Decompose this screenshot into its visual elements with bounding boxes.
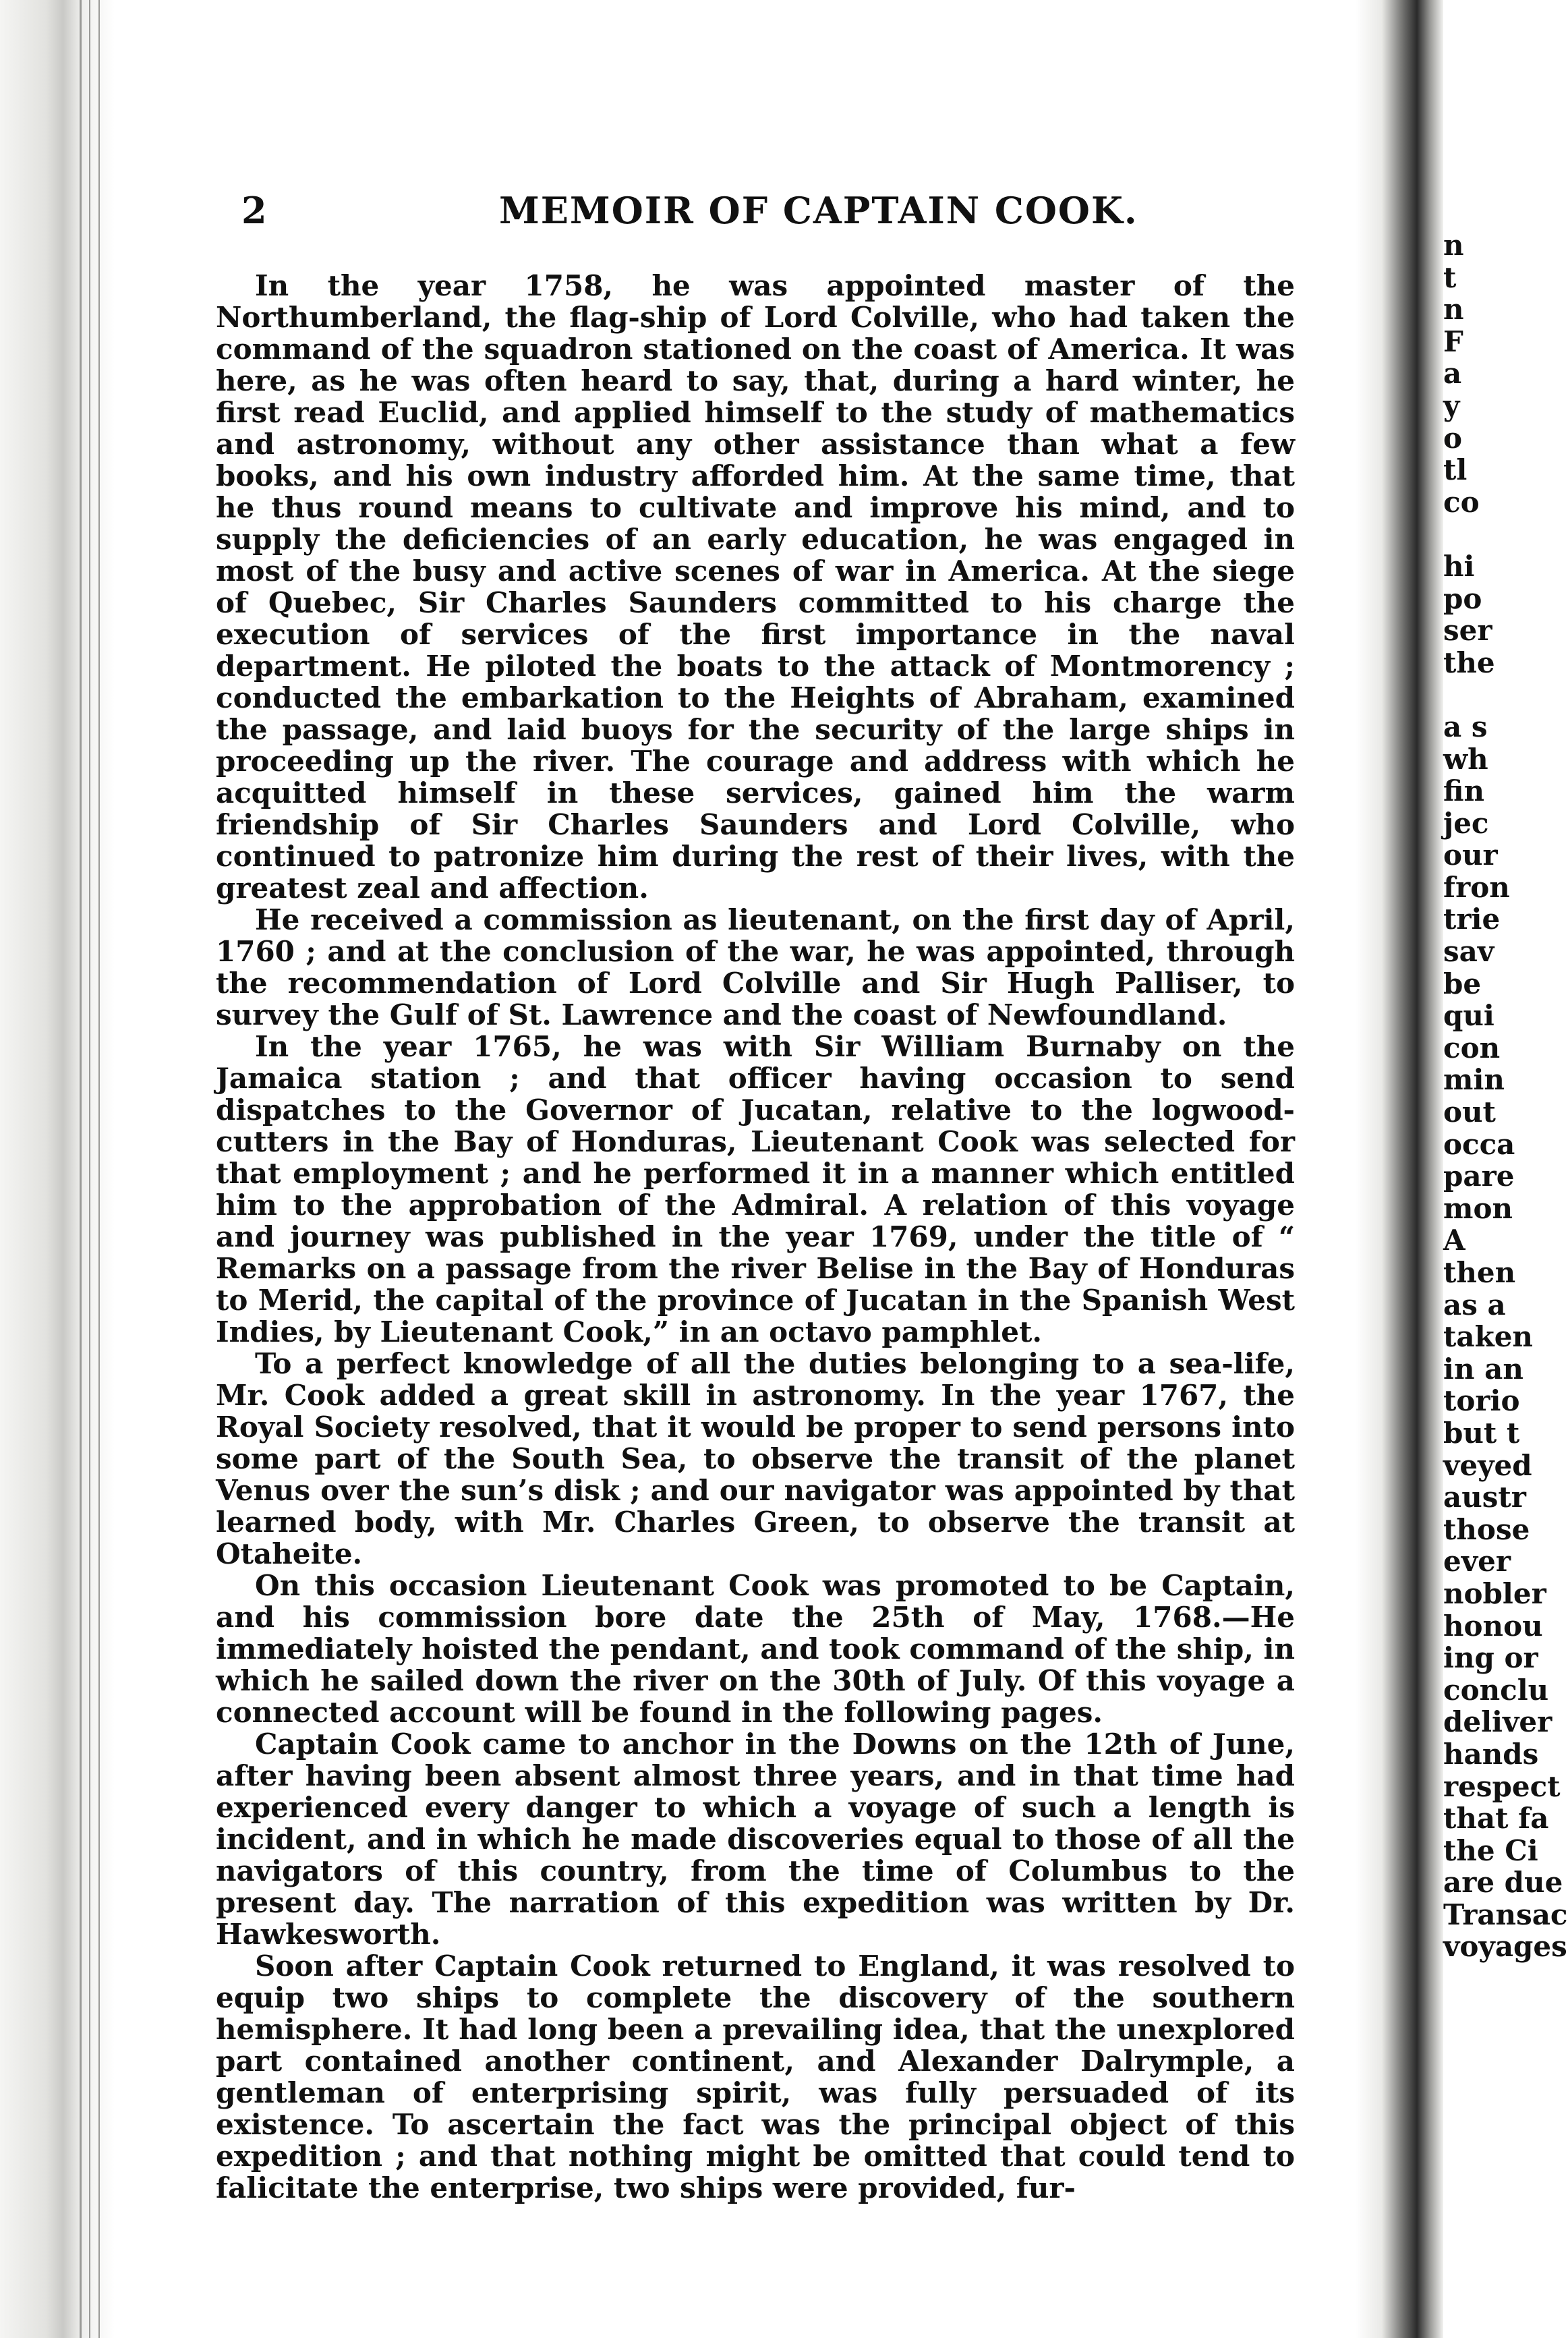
facing-page-line: Transac bbox=[1443, 1898, 1568, 1931]
facing-page-line: as a bbox=[1443, 1288, 1506, 1321]
facing-page-line: hi bbox=[1443, 549, 1475, 583]
page-number: 2 bbox=[241, 189, 267, 232]
facing-page-line: austr bbox=[1443, 1481, 1526, 1514]
facing-page-line: the bbox=[1443, 646, 1495, 679]
facing-page-line: deliver bbox=[1443, 1705, 1552, 1739]
facing-page-line: respect bbox=[1443, 1769, 1561, 1803]
left-page-gutter bbox=[0, 0, 115, 2338]
facing-page-line: a bbox=[1443, 357, 1462, 391]
paragraph: Captain Cook came to anchor in the Downs on the 12th of June, after having been absent almost three years, and in that time had experienced every danger to which a voyage of such a length is incident, and in which he made discoveries equal to those of all the navigators of this country, from the time of Columbus to the present day. The narration of this expedition was written by Dr. Hawkesworth. bbox=[216, 1728, 1295, 1951]
facing-page-line: occa bbox=[1443, 1127, 1515, 1161]
running-head bbox=[216, 189, 1295, 243]
facing-page-line: that fa bbox=[1443, 1802, 1549, 1835]
facing-page-line: sav bbox=[1443, 935, 1494, 969]
facing-page-line: min bbox=[1443, 1063, 1505, 1097]
facing-page-line: trie bbox=[1443, 903, 1501, 936]
facing-page-line: taken bbox=[1443, 1320, 1533, 1354]
book-page bbox=[216, 189, 1295, 2204]
facing-page-line: n bbox=[1443, 229, 1464, 262]
facing-page-line: are due bbox=[1443, 1866, 1563, 1900]
facing-page-line: in an bbox=[1443, 1352, 1523, 1386]
facing-page-line: qui bbox=[1443, 999, 1494, 1033]
facing-page-line: ing or bbox=[1443, 1641, 1538, 1675]
facing-page-line: ser bbox=[1443, 614, 1492, 648]
gutter-line bbox=[98, 0, 100, 2338]
facing-page-line: n bbox=[1443, 293, 1464, 326]
facing-page-line: wh bbox=[1443, 742, 1488, 776]
facing-page-line: con bbox=[1443, 1031, 1501, 1064]
facing-page-line: co bbox=[1443, 485, 1480, 519]
facing-page-line: y bbox=[1443, 389, 1460, 422]
facing-page-line: A bbox=[1443, 1224, 1465, 1257]
gutter-line bbox=[89, 0, 90, 2338]
facing-page-line: our bbox=[1443, 838, 1498, 872]
facing-page-line: be bbox=[1443, 967, 1482, 1000]
page-title: MEMOIR OF CAPTAIN COOK. bbox=[499, 189, 1138, 232]
facing-page-line: but t bbox=[1443, 1416, 1520, 1450]
facing-page-line: out bbox=[1443, 1095, 1496, 1129]
facing-page-line bbox=[1443, 679, 1546, 711]
facing-page-line: the Ci bbox=[1443, 1833, 1538, 1867]
paragraph: On this occasion Lieutenant Cook was promoted to be Captain, and his commission bore date the 25th of May, 1768.—He immediately hoisted the pendant, and took command of the ship, in which he sailed down the river on the 30th of July. Of this voyage a connected account will be found in the following pages. bbox=[216, 1569, 1295, 1729]
facing-page-line: then bbox=[1443, 1256, 1516, 1289]
facing-page-line: F bbox=[1443, 324, 1463, 358]
facing-page-line: jec bbox=[1443, 806, 1489, 840]
facing-page-line: t bbox=[1443, 260, 1457, 294]
paragraph: In the year 1765, he was with Sir William Burnaby on the Jamaica station ; and that officer having occasion to send dispatches to the Governor of Jucatan, relative to the logwood-cutters in the Bay of Honduras, Lieutenant Cook was selected for that employment ; and he performed it in a manner which entitled him to the approbation of the Admiral. A relation of this voyage and journey was published in the year 1769, under the title of “ Remarks on a passage from the river Belise in the Bay of Honduras to Merid, the capital of the province of Jucatan in the Spanish West Indies, by Lieutenant Cook,” in an octavo pamphlet. bbox=[216, 1030, 1295, 1348]
facing-page-line: a s bbox=[1443, 710, 1488, 743]
facing-page-line: ever bbox=[1443, 1545, 1511, 1578]
facing-page-line: mon bbox=[1443, 1191, 1513, 1225]
paragraph: Soon after Captain Cook returned to England, it was resolved to equip two ships to complete the discovery of the southern hemisphere. It had long been a prevailing idea, that the unexplored part contained another continent, and Alexander Dalrymple, a gentleman of enterprising spirit, was fully persuaded of its existence. To ascertain the fact was the principal object of this expedition ; and that nothing might be omitted that could tend to falicitate the enterprise, two ships were provided, fur- bbox=[216, 1949, 1295, 2204]
facing-page-line: fron bbox=[1443, 870, 1510, 904]
paragraph: He received a commission as lieutenant, on the first day of April, 1760 ; and at the conclusion of the war, he was appointed, through the recommendation of Lord Colville and Sir Hugh Palliser, to survey the Gulf of St. Lawrence and the coast of Newfoundland. bbox=[216, 903, 1295, 1031]
facing-page-line: torio bbox=[1443, 1384, 1520, 1418]
facing-page-line: hands bbox=[1443, 1737, 1539, 1771]
facing-page-line: po bbox=[1443, 581, 1482, 615]
facing-page-line: those bbox=[1443, 1512, 1530, 1546]
paragraph: In the year 1758, he was appointed master of the Northumberland, the flag-ship of Lord Colville, who had taken the command of the squadron stationed on the coast of America. It was here, as he was often heard to say, that, during a hard winter, he first read Euclid, and applied himself to the study of mathematics and astronomy, without any other assistance than what a few books, and his own industry afforded him. At the same time, that he thus round means to cultivate and improve his mind, and to supply the deficiencies of an early education, he was engaged in most of the busy and active scenes of war in America. At the siege of Quebec, Sir Charles Saunders committed to his charge the execution of services of the first importance in the naval department. He piloted the boats to the attack of Montmorency ; conducted the embarkation to the Heights of Abraham, examined the passage, and laid buoys for the security of the large ships in proceeding up the river. The courage and address with which he acquitted himself in these services, gained him the warm friendship of Sir Charles Saunders and Lord Colville, who continued to patronize him during the rest of their lives, with the greatest zeal and affection. bbox=[216, 269, 1295, 905]
facing-page-line: voyages bbox=[1443, 1930, 1567, 1964]
facing-page-line: fin bbox=[1443, 774, 1485, 808]
paragraph: To a perfect knowledge of all the duties belonging to a sea-life, Mr. Cook added a great skill in astronomy. In the year 1767, the Royal Society resolved, that it would be proper to send persons into some part of the South Sea, to observe the transit of the planet Venus over the sun’s disk ; and our navigator was appointed by that learned body, with Mr. Charles Green, to observe the transit at Otaheite. bbox=[216, 1347, 1295, 1570]
facing-page-line: honou bbox=[1443, 1609, 1543, 1643]
facing-page-line: o bbox=[1443, 421, 1463, 455]
facing-page-line: pare bbox=[1443, 1160, 1515, 1193]
facing-page-line: tl bbox=[1443, 453, 1468, 487]
facing-page-line: veyed bbox=[1443, 1448, 1532, 1482]
facing-page-line bbox=[1443, 518, 1546, 550]
facing-page-line: nobler bbox=[1443, 1576, 1546, 1610]
facing-page-fragments bbox=[1443, 229, 1568, 2253]
book-spine-shadow bbox=[1356, 0, 1443, 2338]
gutter-line bbox=[80, 0, 82, 2338]
body-text bbox=[216, 270, 1295, 2204]
facing-page-line: conclu bbox=[1443, 1673, 1549, 1707]
